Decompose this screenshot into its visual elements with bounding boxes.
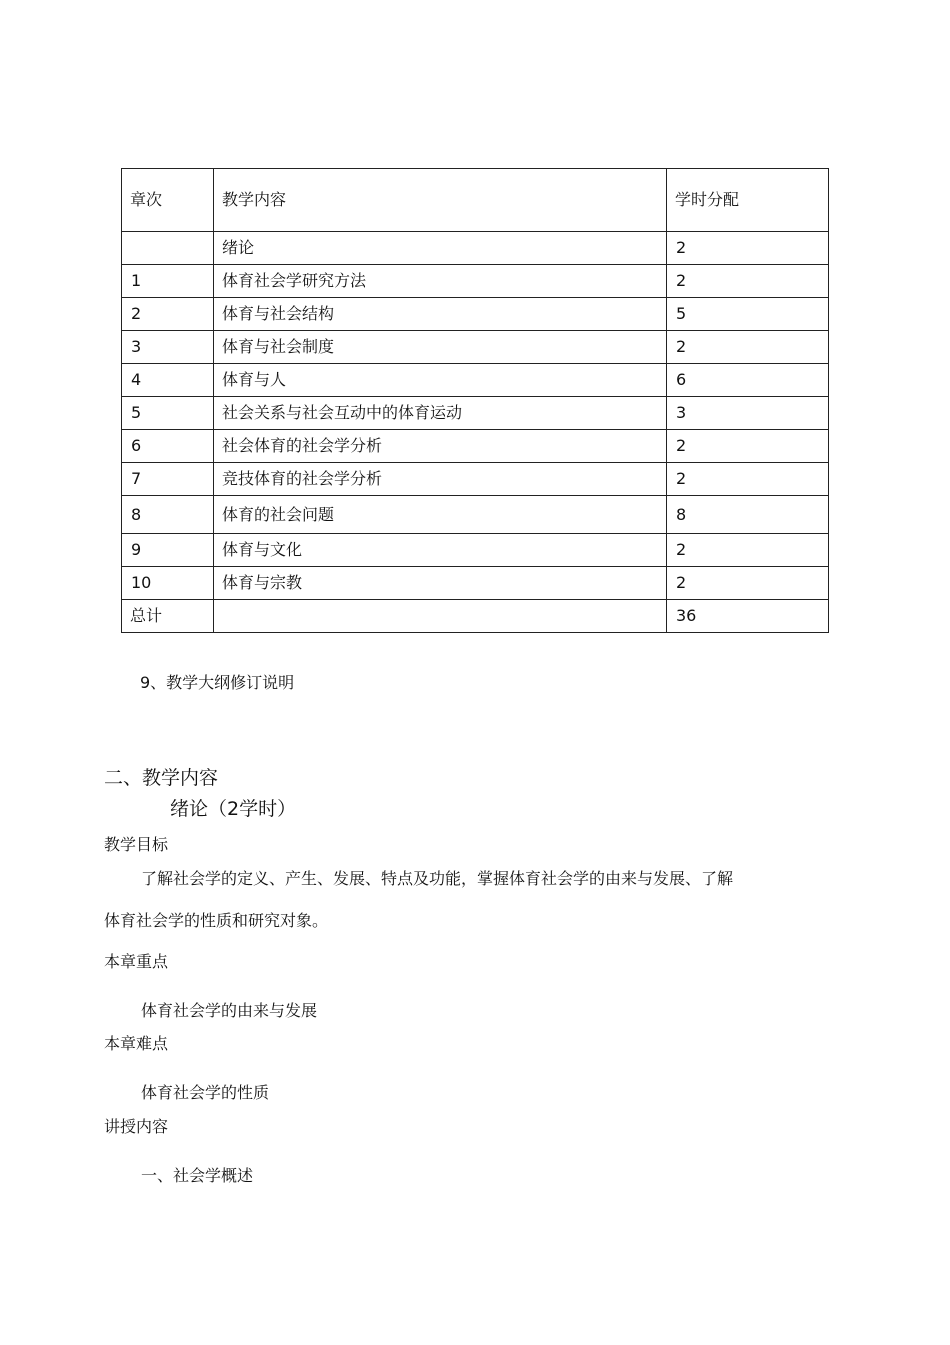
- cell-content: 体育与人: [214, 364, 667, 397]
- table-row: [122, 331, 829, 364]
- section-subheading: 绪论（2学时）: [170, 798, 297, 820]
- lecture-label: 讲授内容: [104, 1117, 169, 1136]
- cell-chapter: 6: [122, 430, 214, 463]
- cell-content: 体育的社会问题: [214, 496, 667, 534]
- cell-chapter: 1: [122, 265, 214, 298]
- cell-hours: 2: [667, 430, 829, 463]
- cell-content: 体育与社会制度: [214, 331, 667, 364]
- cell-hours: 5: [667, 298, 829, 331]
- cell-content: 体育社会学研究方法: [214, 265, 667, 298]
- cell-hours: 2: [667, 331, 829, 364]
- course-hours-table: [121, 168, 829, 633]
- table-row: [122, 232, 829, 265]
- cell-hours: 2: [667, 534, 829, 567]
- cell-content: 体育与文化: [214, 534, 667, 567]
- cell-chapter: 9: [122, 534, 214, 567]
- key-points-label: 本章重点: [104, 952, 169, 971]
- header-content: 教学内容: [214, 169, 667, 232]
- cell-chapter: [122, 232, 214, 265]
- table-row: [122, 298, 829, 331]
- cell-chapter: 10: [122, 567, 214, 600]
- key-points-text: 体育社会学的由来与发展: [141, 1001, 318, 1020]
- total-content: [214, 600, 667, 633]
- lecture-item: 一、社会学概述: [141, 1166, 254, 1185]
- table-row: [122, 463, 829, 496]
- cell-chapter: 4: [122, 364, 214, 397]
- cell-content: 绪论: [214, 232, 667, 265]
- table-row: [122, 364, 829, 397]
- cell-chapter: 2: [122, 298, 214, 331]
- revision-note: 9、教学大纲修订说明: [140, 673, 295, 692]
- cell-content: 社会关系与社会互动中的体育运动: [214, 397, 667, 430]
- cell-chapter: 3: [122, 331, 214, 364]
- table-total-row: [122, 600, 829, 633]
- cell-content: 竞技体育的社会学分析: [214, 463, 667, 496]
- table-row: [122, 265, 829, 298]
- header-hours: 学时分配: [667, 169, 829, 232]
- table-row: [122, 496, 829, 534]
- total-hours: 36: [667, 600, 829, 633]
- table-header-row: [122, 169, 829, 232]
- cell-hours: 2: [667, 463, 829, 496]
- cell-hours: 2: [667, 232, 829, 265]
- total-label: 总计: [122, 600, 214, 633]
- difficulty-label: 本章难点: [104, 1034, 169, 1053]
- cell-content: 社会体育的社会学分析: [214, 430, 667, 463]
- cell-content: 体育与宗教: [214, 567, 667, 600]
- difficulty-text: 体育社会学的性质: [141, 1083, 270, 1102]
- cell-hours: 3: [667, 397, 829, 430]
- table-row: [122, 397, 829, 430]
- table-row: [122, 567, 829, 600]
- table-row: [122, 430, 829, 463]
- goal-text-line1: 了解社会学的定义、产生、发展、特点及功能，掌握体育社会学的由来与发展、了解: [141, 869, 734, 888]
- cell-hours: 2: [667, 265, 829, 298]
- table-row: [122, 534, 829, 567]
- header-chapter: 章次: [122, 169, 214, 232]
- cell-chapter: 7: [122, 463, 214, 496]
- cell-hours: 6: [667, 364, 829, 397]
- cell-chapter: 5: [122, 397, 214, 430]
- cell-hours: 8: [667, 496, 829, 534]
- goal-text-line2: 体育社会学的性质和研究对象。: [104, 911, 329, 930]
- section-heading: 二、教学内容: [104, 767, 219, 789]
- cell-hours: 2: [667, 567, 829, 600]
- goal-label: 教学目标: [104, 835, 169, 854]
- cell-content: 体育与社会结构: [214, 298, 667, 331]
- cell-chapter: 8: [122, 496, 214, 534]
